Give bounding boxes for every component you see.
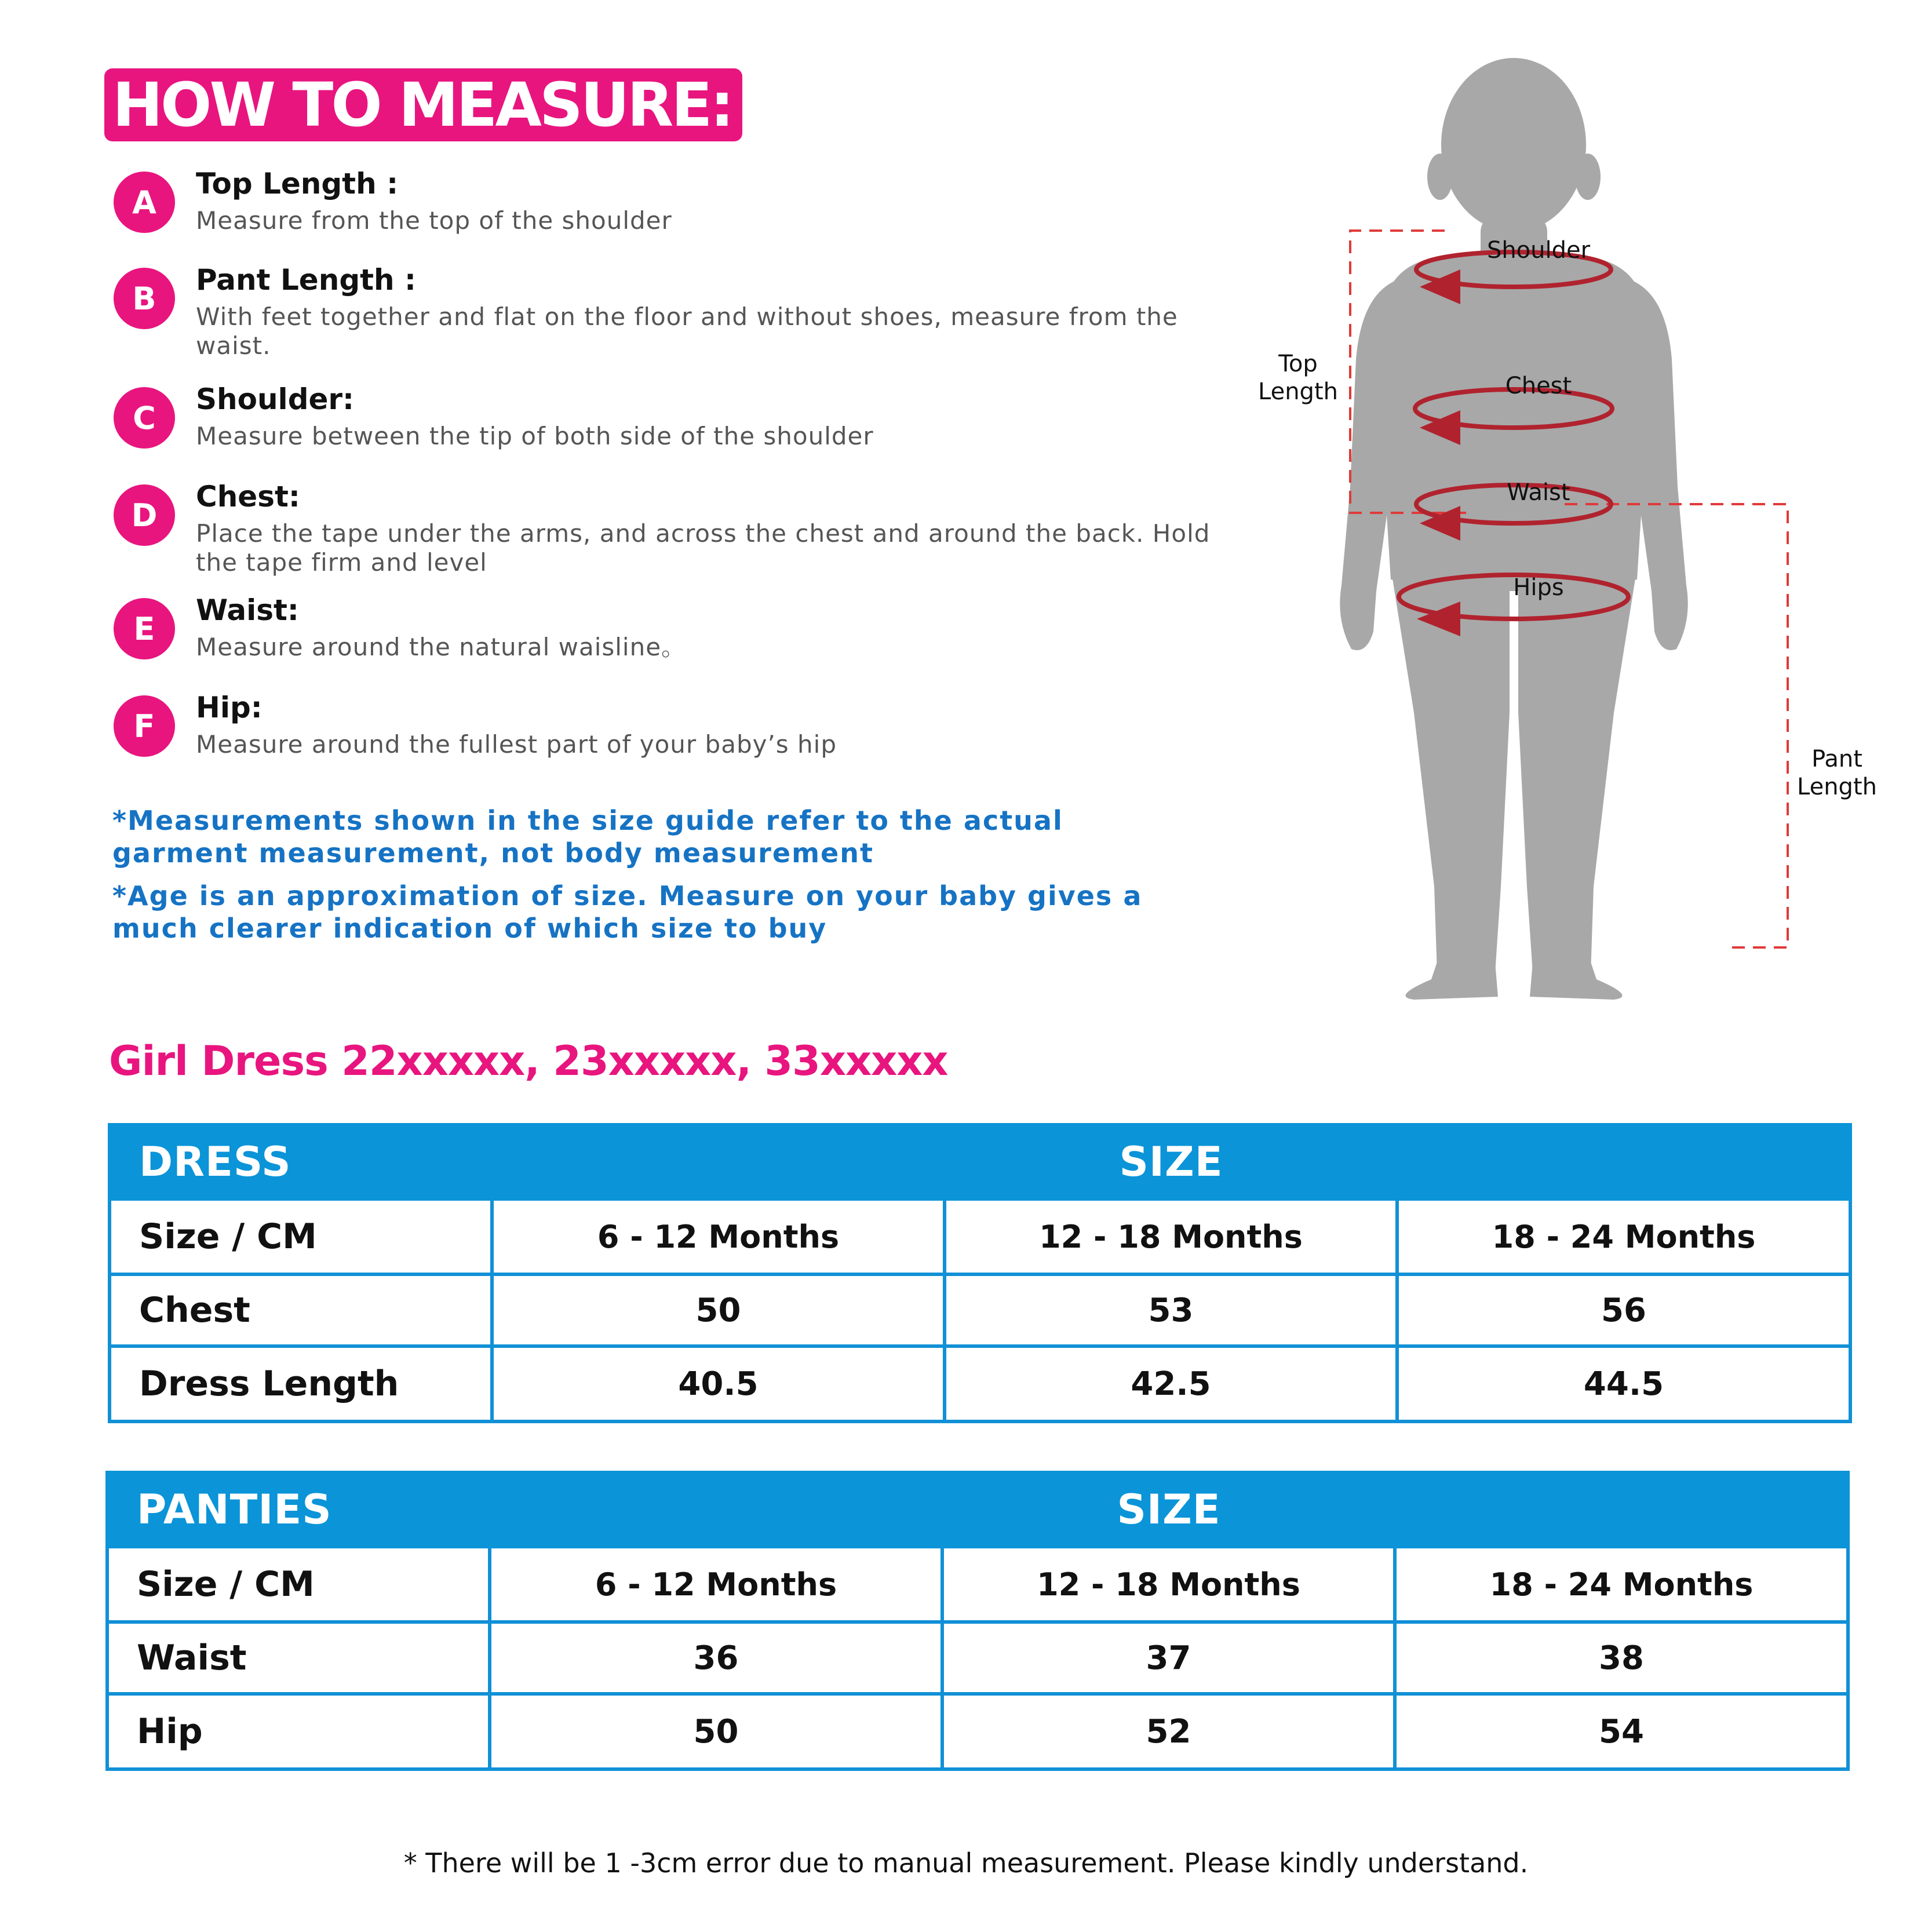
step-description: With feet together and flat on the floor and without shoes, measure from the waist. (196, 302, 1178, 360)
note-age-approximation: *Age is an approximation of size. Measure on your baby gives a much clearer indication of which size to buy (112, 880, 1143, 944)
step-description: Measure around the natural waisline。 (196, 633, 687, 661)
label-top-length: Top Length (1258, 351, 1338, 405)
page-title: HOW TO MEASURE: (112, 70, 732, 140)
label-shoulder: Shoulder (1486, 237, 1591, 264)
table-header-category: DRESS (110, 1125, 492, 1199)
row-label: Hip (107, 1694, 490, 1769)
table-row (107, 1622, 1848, 1694)
step-badge-e: E (114, 598, 175, 659)
table-row (110, 1346, 1850, 1421)
table-cell: 54 (1395, 1694, 1848, 1769)
step-description: Place the tape under the arms, and across the chest and around the back. Hold the tape firm and level (196, 519, 1211, 577)
dress-size-table (108, 1123, 1852, 1423)
step-badge-a: A (114, 172, 175, 233)
table-header-size: SIZE (490, 1472, 1848, 1547)
step-description: Measure between the tip of both side of the shoulder (196, 422, 874, 450)
size-column: 18 - 24 Months (1397, 1199, 1850, 1274)
size-column: 12 - 18 Months (942, 1547, 1395, 1622)
table-header-row (107, 1472, 1848, 1547)
table-row (110, 1199, 1850, 1274)
step-badge-c: C (114, 387, 175, 449)
size-column: 18 - 24 Months (1395, 1547, 1848, 1622)
step-description: Measure around the fullest part of your baby’s hip (196, 730, 837, 759)
step-title: Waist: (196, 593, 299, 627)
footer-disclaimer: * There will be 1 -3cm error due to manual measurement. Please kindly understand. (403, 1847, 1529, 1879)
table-header-row (110, 1125, 1850, 1199)
table-cell: 36 (490, 1622, 942, 1694)
row-label: Chest (110, 1274, 492, 1346)
child-body-figure (1217, 46, 1930, 1031)
note-garment-measurement: *Measurements shown in the size guide refer to the actual garment measurement, not body measurement (112, 805, 1063, 869)
row-label: Size / CM (110, 1199, 492, 1274)
step-badge-f: F (114, 695, 175, 757)
table-cell: 50 (492, 1274, 945, 1346)
step-title: Shoulder: (196, 382, 355, 416)
label-hips: Hips (1513, 574, 1564, 601)
label-waist: Waist (1507, 479, 1570, 506)
row-label: Size / CM (107, 1547, 490, 1622)
table-cell: 50 (490, 1694, 942, 1769)
step-title: Top Length : (196, 167, 399, 201)
body-silhouette (1340, 58, 1687, 1000)
table-cell: 42.5 (945, 1346, 1397, 1421)
table-cell: 40.5 (492, 1346, 945, 1421)
table-cell: 52 (942, 1694, 1395, 1769)
table-row (107, 1694, 1848, 1769)
step-badge-d: D (114, 484, 175, 546)
table-cell: 56 (1397, 1274, 1850, 1346)
table-header-category: PANTIES (107, 1472, 490, 1547)
size-column: 6 - 12 Months (490, 1547, 942, 1622)
step-title: Chest: (196, 480, 300, 513)
table-cell: 44.5 (1397, 1346, 1850, 1421)
table-header-size: SIZE (492, 1125, 1850, 1199)
table-cell: 38 (1395, 1622, 1848, 1694)
table-row (110, 1274, 1850, 1346)
row-label: Dress Length (110, 1346, 492, 1421)
row-label: Waist (107, 1622, 490, 1694)
step-title: Hip: (196, 691, 263, 724)
step-title: Pant Length : (196, 263, 417, 297)
table-cell: 53 (945, 1274, 1397, 1346)
label-chest: Chest (1505, 373, 1572, 399)
table-row (107, 1547, 1848, 1622)
section-title: Girl Dress 22xxxxx, 23xxxxx, 33xxxxx (109, 1037, 948, 1085)
page-title-banner (104, 68, 742, 141)
table-cell: 37 (942, 1622, 1395, 1694)
panties-size-table (105, 1471, 1850, 1771)
step-badge-b: B (114, 268, 175, 329)
size-column: 6 - 12 Months (492, 1199, 945, 1274)
label-pant-length: Pant Length (1797, 746, 1877, 800)
step-description: Measure from the top of the shoulder (196, 206, 672, 235)
size-column: 12 - 18 Months (945, 1199, 1397, 1274)
